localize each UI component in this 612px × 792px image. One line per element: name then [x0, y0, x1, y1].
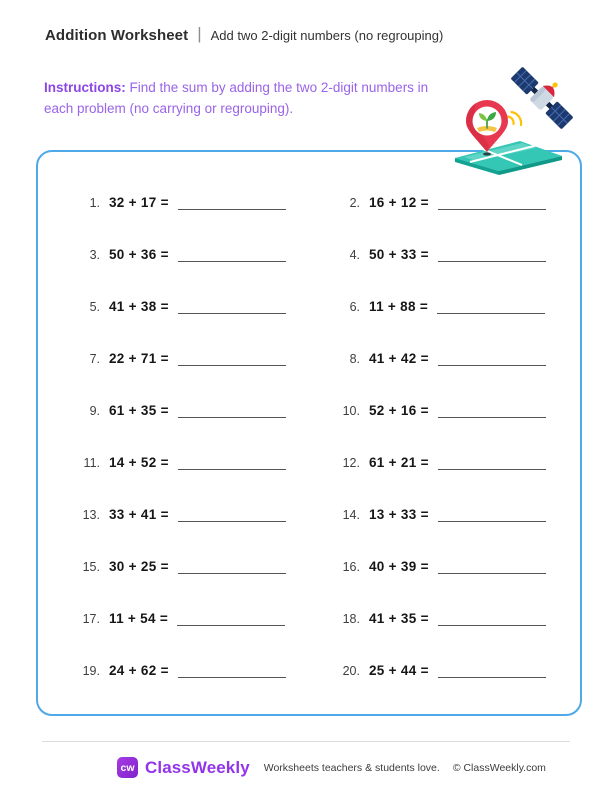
- footer-copyright: © ClassWeekly.com: [452, 761, 546, 774]
- problem-item: [332, 299, 580, 351]
- answer-blank[interactable]: [438, 403, 546, 418]
- problem-number: 10.: [342, 404, 360, 418]
- problem-number: 15.: [82, 560, 100, 574]
- problem-item: [332, 455, 580, 507]
- answer-blank[interactable]: [438, 351, 546, 366]
- problems-box: [36, 150, 582, 716]
- problem-expression: 13 + 33 =: [369, 507, 429, 522]
- answer-blank[interactable]: [178, 351, 286, 366]
- problem-number: 7.: [89, 352, 100, 366]
- answer-blank[interactable]: [178, 247, 286, 262]
- problem-item: [72, 247, 309, 299]
- answer-blank[interactable]: [178, 195, 286, 210]
- problem-expression: 41 + 42 =: [369, 351, 429, 366]
- problem-expression: 52 + 16 =: [369, 403, 429, 418]
- problem-item: [72, 559, 309, 611]
- problem-number: 8.: [349, 352, 360, 366]
- problem-number: 19.: [82, 664, 100, 678]
- problem-expression: 40 + 39 =: [369, 559, 429, 574]
- answer-blank[interactable]: [438, 663, 546, 678]
- map-icon: [455, 141, 562, 175]
- problem-item: [332, 351, 580, 403]
- problem-expression: 32 + 17 =: [109, 195, 169, 210]
- instructions: [44, 77, 444, 119]
- page-subtitle: Add two 2-digit numbers (no regrouping): [210, 27, 444, 43]
- answer-blank[interactable]: [437, 299, 545, 314]
- answer-blank[interactable]: [438, 507, 546, 522]
- problem-number: 1.: [89, 196, 100, 210]
- page-header: [45, 25, 443, 45]
- problem-number: 6.: [349, 300, 360, 314]
- answer-blank[interactable]: [178, 299, 286, 314]
- problems-grid: [38, 195, 580, 715]
- problem-expression: 61 + 35 =: [109, 403, 169, 418]
- problem-expression: 50 + 33 =: [369, 247, 429, 262]
- problem-item: [72, 611, 309, 663]
- footer-divider: [42, 741, 570, 742]
- problem-expression: 22 + 71 =: [109, 351, 169, 366]
- problem-expression: 16 + 12 =: [369, 195, 429, 210]
- problem-item: [72, 195, 309, 247]
- problem-item: [72, 507, 309, 559]
- title-separator: |: [197, 24, 202, 43]
- page-title: Addition Worksheet: [45, 26, 189, 44]
- problem-expression: 25 + 44 =: [369, 663, 429, 678]
- problem-expression: 50 + 36 =: [109, 247, 169, 262]
- problem-number: 11.: [83, 456, 100, 470]
- instructions-label: Instructions:: [44, 80, 126, 95]
- problem-number: 13.: [82, 508, 100, 522]
- problem-item: [72, 455, 309, 507]
- problem-item: [332, 559, 580, 611]
- problem-item: [332, 195, 580, 247]
- problem-expression: 33 + 41 =: [109, 507, 169, 522]
- answer-blank[interactable]: [438, 611, 546, 626]
- problem-expression: 61 + 21 =: [369, 455, 429, 470]
- answer-blank[interactable]: [178, 455, 286, 470]
- instructions-text: Find the sum by adding the two 2-digit numbers in each problem (no carrying or regrouping).: [44, 80, 429, 116]
- problem-item: [332, 663, 580, 715]
- problem-expression: 11 + 54 =: [109, 611, 169, 626]
- problem-item: [72, 299, 309, 351]
- answer-blank[interactable]: [178, 403, 286, 418]
- problem-item: [72, 351, 309, 403]
- problem-item: [72, 663, 309, 715]
- problem-expression: 41 + 35 =: [369, 611, 429, 626]
- answer-blank[interactable]: [178, 663, 286, 678]
- brand-name: ClassWeekly: [145, 757, 250, 777]
- problem-item: [332, 611, 580, 663]
- answer-blank[interactable]: [438, 559, 546, 574]
- problem-item: [72, 403, 309, 455]
- answer-blank[interactable]: [178, 559, 286, 574]
- problem-number: 3.: [89, 248, 100, 262]
- problem-number: 20.: [342, 664, 360, 678]
- problem-number: 5.: [89, 300, 100, 314]
- problem-number: 18.: [342, 612, 360, 626]
- answer-blank[interactable]: [438, 247, 546, 262]
- problem-number: 16.: [342, 560, 360, 574]
- answer-blank[interactable]: [178, 507, 286, 522]
- problem-expression: 11 + 88 =: [369, 299, 429, 314]
- problem-expression: 24 + 62 =: [109, 663, 169, 678]
- problem-expression: 14 + 52 =: [109, 455, 169, 470]
- satellite-gps-illustration: [450, 66, 590, 178]
- problem-item: [332, 507, 580, 559]
- problem-item: [332, 403, 580, 455]
- problem-number: 17.: [82, 612, 100, 626]
- answer-blank[interactable]: [177, 611, 285, 626]
- problem-expression: 41 + 38 =: [109, 299, 169, 314]
- problem-number: 2.: [349, 196, 360, 210]
- problem-number: 12.: [342, 456, 360, 470]
- answer-blank[interactable]: [438, 455, 546, 470]
- problem-number: 4.: [349, 248, 360, 262]
- footer: [117, 757, 546, 778]
- problem-number: 14.: [342, 508, 360, 522]
- answer-blank[interactable]: [438, 195, 546, 210]
- classweekly-logo: cw: [117, 757, 138, 778]
- footer-tagline: Worksheets teachers & students love.: [263, 761, 440, 774]
- problem-item: [332, 247, 580, 299]
- problem-number: 9.: [89, 404, 100, 418]
- problem-expression: 30 + 25 =: [109, 559, 169, 574]
